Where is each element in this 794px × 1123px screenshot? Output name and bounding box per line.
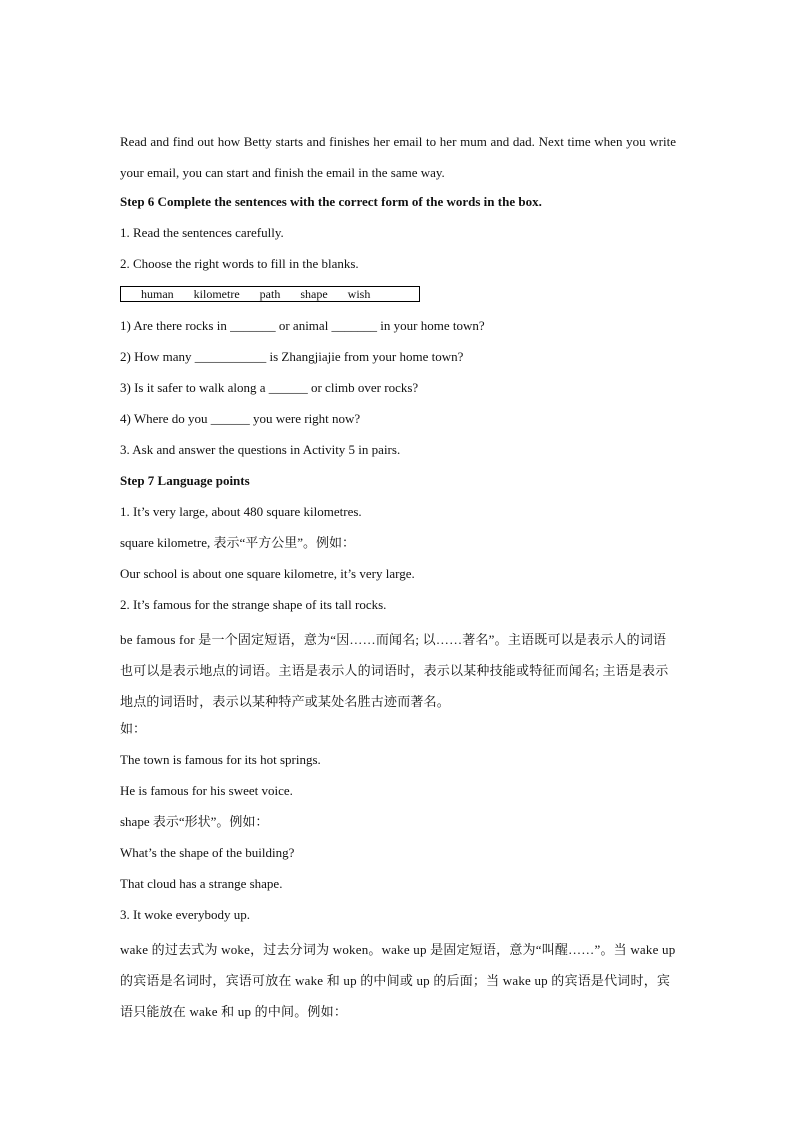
sentence-2: 2) How many ___________ is Zhangjiajie from your home town? (120, 349, 464, 364)
step6-item-3: 3. Ask and answer the questions in Activity 5 in pairs. (120, 442, 401, 457)
document-page (120, 126, 676, 1027)
intro-paragraph: Read and find out how Betty starts and finishes her email to her mum and dad. Next time when you write your email, you can start and finish the email in the same way. (120, 134, 676, 180)
sentence-4: 4) Where do you ______ you were right now? (120, 411, 361, 426)
word-box-item: human (141, 286, 174, 301)
point-1-note: square kilometre, 表示“平方公里”。例如： (120, 535, 356, 550)
sentence-1: 1) Are there rocks in _______ or animal _______ in your home town? (120, 318, 485, 333)
word-box-item: wish (347, 286, 371, 301)
point-2-note: be famous for 是一个固定短语，意为“因……而闻名; 以……著名”。主语既可以是表示人的词语也可以是表示地点的词语。主语是表示人的词语时，表示以某种技能或特征而闻名; 主语是表示地点的词语时，表示以某种特产或某处名胜古迹而著名。 (120, 632, 669, 709)
point-1: 1. It’s very large, about 480 square kilometres. (120, 504, 362, 519)
shape-note: shape 表示“形状”。例如： (120, 814, 269, 829)
point-2: 2. It’s famous for the strange shape of its tall rocks. (120, 597, 387, 612)
step6-heading: Step 6 Complete the sentences with the correct form of the words in the box. (120, 194, 542, 209)
point-2-example-2: He is famous for his sweet voice. (120, 783, 293, 798)
word-box-item: path (259, 286, 281, 301)
sentence-3: 3) Is it safer to walk along a ______ or climb over rocks? (120, 380, 419, 395)
point-2-example-1: The town is famous for its hot springs. (120, 752, 321, 767)
step6-item-1: 1. Read the sentences carefully. (120, 225, 284, 240)
step7-heading: Step 7 Language points (120, 473, 250, 488)
word-box-item: kilometre (193, 286, 240, 301)
shape-example-2: That cloud has a strange shape. (120, 876, 283, 891)
point-1-example: Our school is about one square kilometre, it’s very large. (120, 566, 415, 581)
word-box (120, 286, 420, 302)
step6-item-2: 2. Choose the right words to fill in the blanks. (120, 256, 359, 271)
shape-example-1: What’s the shape of the building? (120, 845, 295, 860)
point-3-note: wake 的过去式为 woke，过去分词为 woken。wake up 是固定短语，意为“叫醒……”。当 wake up 的宾语是名词时，宾语可放在 wake 和 up 的中间或 up 的后面；当 wake up 的宾语是代词时，宾语只能放在 wake 和 up 的中间。例如： (120, 942, 676, 1019)
word-box-item: shape (300, 286, 328, 301)
point-2-ru: 如： (120, 721, 147, 736)
point-3: 3. It woke everybody up. (120, 907, 250, 922)
